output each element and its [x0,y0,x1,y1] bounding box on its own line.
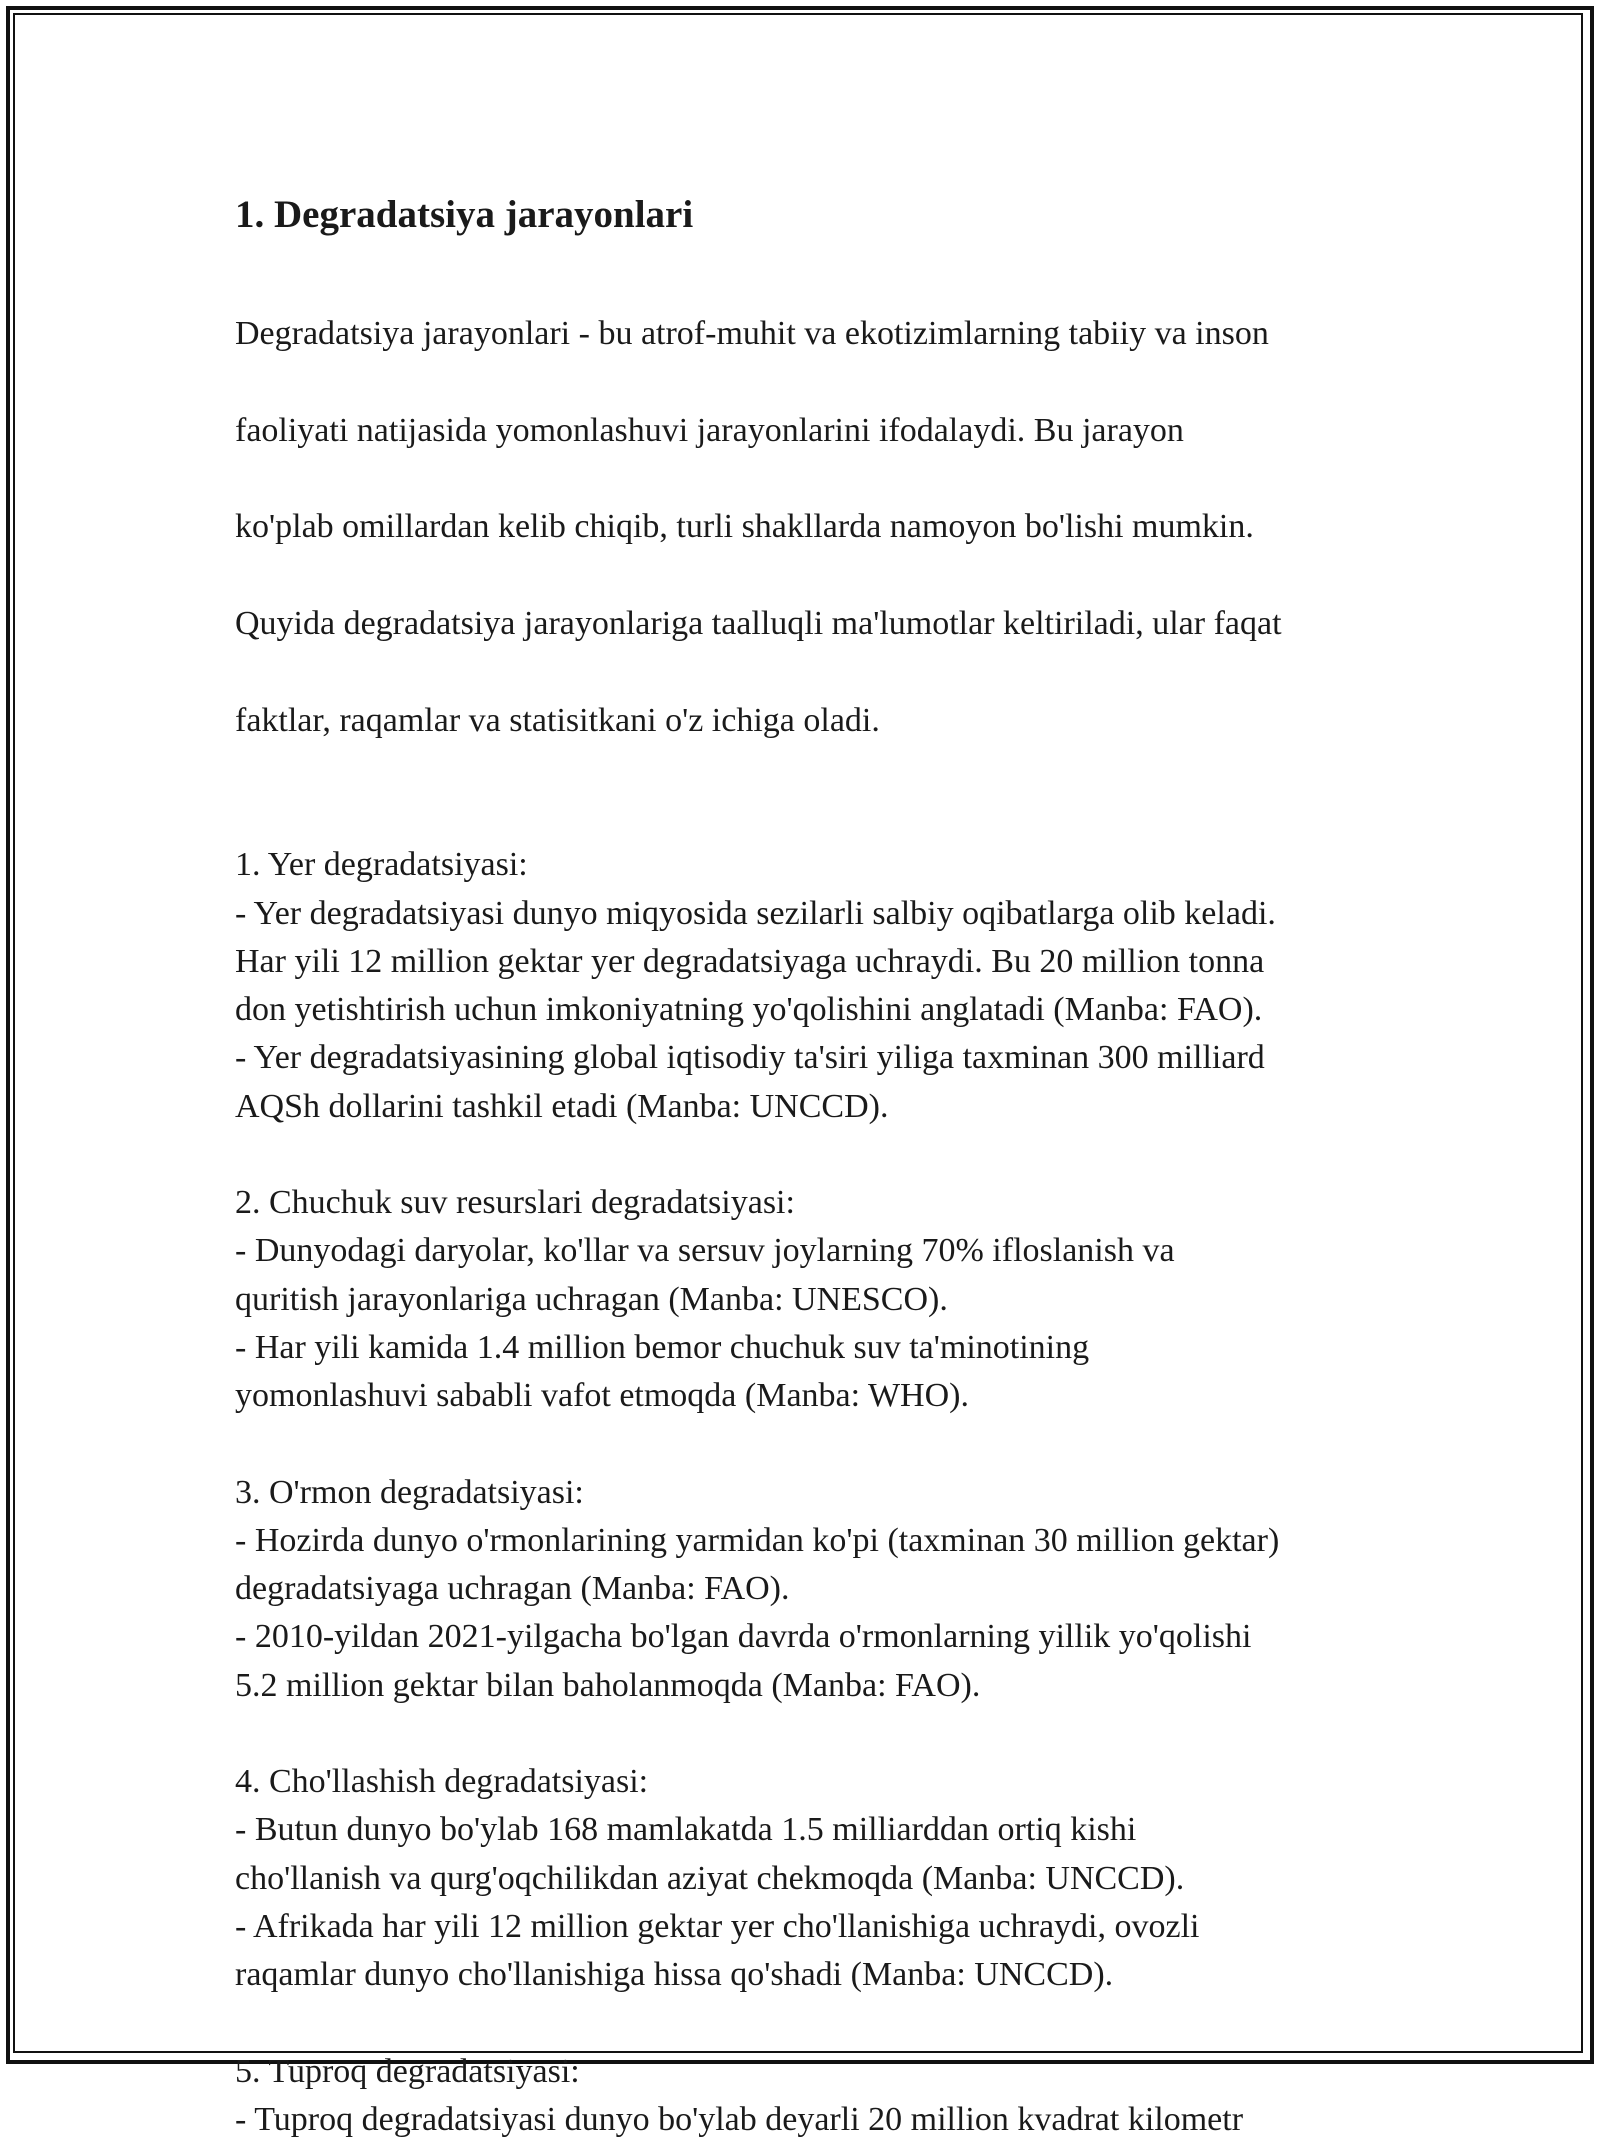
section-heading: 4. Cho'llashish degradatsiyasi: [235,1758,1395,1806]
section-line: AQSh dollarini tashkil etadi (Manba: UNCCD). [235,1083,1395,1131]
document-body [235,190,1395,2144]
section-line: - Afrikada har yili 12 million gektar yer cho'llanishiga uchraydi, ovozli [235,1903,1395,1951]
section-soil-degradation [235,2048,1395,2144]
intro-line: ko'plab omillardan kelib chiqib, turli shakllarda namoyon bo'lishi mumkin. [235,503,1395,551]
document-title: 1. Degradatsiya jarayonlari [235,190,1395,240]
section-line: cho'llanish va qurg'oqchilikdan aziyat chekmoqda (Manba: UNCCD). [235,1855,1395,1903]
section-line: - Yer degradatsiyasi dunyo miqyosida sezilarli salbiy oqibatlarga olib keladi. [235,890,1395,938]
section-line: - Har yili kamida 1.4 million bemor chuchuk suv ta'minotining [235,1324,1395,1372]
intro-line: Quyida degradatsiya jarayonlariga taalluqli ma'lumotlar keltiriladi, ular faqat [235,600,1395,648]
section-line: degradatsiyaga uchragan (Manba: FAO). [235,1565,1395,1613]
section-line: yomonlashuvi sababli vafot etmoqda (Manba: WHO). [235,1372,1395,1420]
section-line: - Dunyodagi daryolar, ko'llar va sersuv joylarning 70% ifloslanish va [235,1227,1395,1275]
section-line: raqamlar dunyo cho'llanishiga hissa qo'shadi (Manba: UNCCD). [235,1951,1395,1999]
section-heading: 1. Yer degradatsiyasi: [235,841,1395,889]
section-line: Har yili 12 million gektar yer degradatsiyaga uchraydi. Bu 20 million tonna [235,938,1395,986]
section-desertification [235,1758,1395,1999]
intro-line: faktlar, raqamlar va statisitkani o'z ichiga oladi. [235,697,1395,745]
section-freshwater-degradation [235,1179,1395,1420]
section-heading: 5. Tuproq degradatsiyasi: [235,2048,1395,2096]
section-line: - Butun dunyo bo'ylab 168 mamlakatda 1.5 milliarddan ortiq kishi [235,1806,1395,1854]
intro-line: Degradatsiya jarayonlari - bu atrof-muhit va ekotizimlarning tabiiy va inson [235,310,1395,358]
intro-paragraph [235,262,1395,793]
section-heading: 2. Chuchuk suv resurslari degradatsiyasi: [235,1179,1395,1227]
section-line: - Tuproq degradatsiyasi dunyo bo'ylab deyarli 20 million kvadrat kilometr [235,2096,1395,2144]
section-line: - Yer degradatsiyasining global iqtisodiy ta'siri yiliga taxminan 300 milliard [235,1034,1395,1082]
section-line: - 2010-yildan 2021-yilgacha bo'lgan davrda o'rmonlarning yillik yo'qolishi [235,1613,1395,1661]
section-forest-degradation [235,1469,1395,1710]
intro-line: faoliyati natijasida yomonlashuvi jarayonlarini ifodalaydi. Bu jarayon [235,407,1395,455]
section-land-degradation [235,841,1395,1131]
section-line: quritish jarayonlariga uchragan (Manba: UNESCO). [235,1276,1395,1324]
section-line: don yetishtirish uchun imkoniyatning yo'qolishini anglatadi (Manba: FAO). [235,986,1395,1034]
section-line: - Hozirda dunyo o'rmonlarining yarmidan ko'pi (taxminan 30 million gektar) [235,1517,1395,1565]
section-heading: 3. O'rmon degradatsiyasi: [235,1469,1395,1517]
section-line: 5.2 million gektar bilan baholanmoqda (Manba: FAO). [235,1662,1395,1710]
